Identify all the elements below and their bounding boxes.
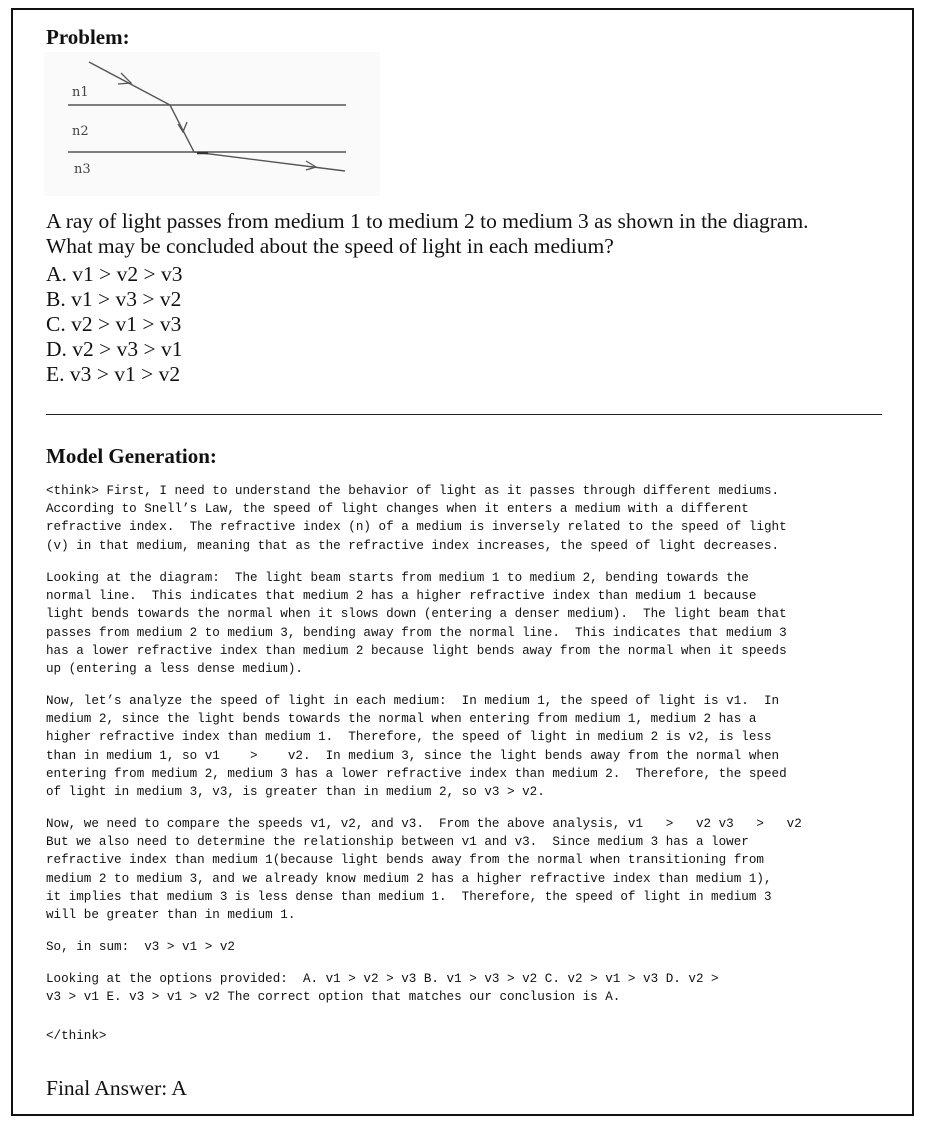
refraction-diagram [44,52,380,196]
model-generation-heading: Model Generation: [46,444,217,468]
option-b: B. v1 > v3 > v2 [46,287,182,311]
label-n1: n1 [72,85,89,100]
question-text [46,209,906,259]
generation-paragraph-5: So, in sum: v3 > v1 > v2 [46,940,235,954]
generation-paragraph-2: Looking at the diagram: The light beam starts from medium 1 to medium 2, bending towards the normal line. This indicates that medium 2 has a higher refractive index than medium 1 because light bends towards the normal when it slows down (entering a denser medium). The light beam that passes from medium 2 to medium 3, bending away from the normal line. This indicates that medium 3 has a lower refractive index than medium 2 because light bends away from the normal when it speeds up (entering a less dense medium). [46,571,787,677]
generation-paragraph-6: Looking at the options provided: A. v1 > v2 > v3 B. v1 > v3 > v2 C. v2 > v1 > v3 D. v2 > v3 > v1 E. v3 > v1 > v2 The correct option that matches our conclusion is A. [46,972,719,1005]
question-line-1: A ray of light passes from medium 1 to medium 2 to medium 3 as shown in the diagram. [46,209,809,233]
generation-paragraph-7: </think> [46,1029,107,1043]
final-answer: Final Answer: A [46,1076,187,1100]
option-c: C. v2 > v1 > v3 [46,312,182,336]
generation-paragraph-3: Now, let’s analyze the speed of light in each medium: In medium 1, the speed of light is v1. In medium 2, since the light bends towards the normal when entering from medium 1, medium 2 has a higher refractive index than medium 1. Therefore, the speed of light in medium 2 is v2, is less than in medium 1, so v1 > v2. In medium 3, since the light bends away from the normal when entering from medium 2, medium 3 has a lower refractive index than medium 2. Therefore, the speed of light in medium 3, v3, is greater than in medium 2, so v3 > v2. [46,694,787,800]
generation-paragraph-1: <think> First, I need to understand the behavior of light as it passes through different mediums. According to Snell’s Law, the speed of light changes when it enters a medium with a different refractive index. The refractive index (n) of a medium is inversely related to the speed of light (v) in that medium, meaning that as the refractive index increases, the speed of light decreases. [46,484,787,553]
generation-paragraph-4: Now, we need to compare the speeds v1, v2, and v3. From the above analysis, v1 > v2 v3 > v2 But we also need to determine the relationship between v1 and v3. Since medium 3 has a lower refractive index than medium 1(because light bends away from the normal when transitioning from medium 2 to medium 3, and we already know medium 2 has a higher refractive index than medium 1), it implies that medium 3 is less dense than medium 1. Therefore, the speed of light in medium 3 will be greater than in medium 1. [46,817,802,923]
label-n2: n2 [72,124,89,139]
option-e: E. v3 > v1 > v2 [46,362,181,386]
option-d: D. v2 > v3 > v1 [46,337,183,361]
label-n3: n3 [74,162,91,177]
section-divider [46,414,882,415]
option-a: A. v1 > v2 > v3 [46,262,183,286]
answer-options [46,262,183,387]
question-line-2: What may be concluded about the speed of light in each medium? [46,234,614,258]
problem-heading: Problem: [46,25,130,49]
